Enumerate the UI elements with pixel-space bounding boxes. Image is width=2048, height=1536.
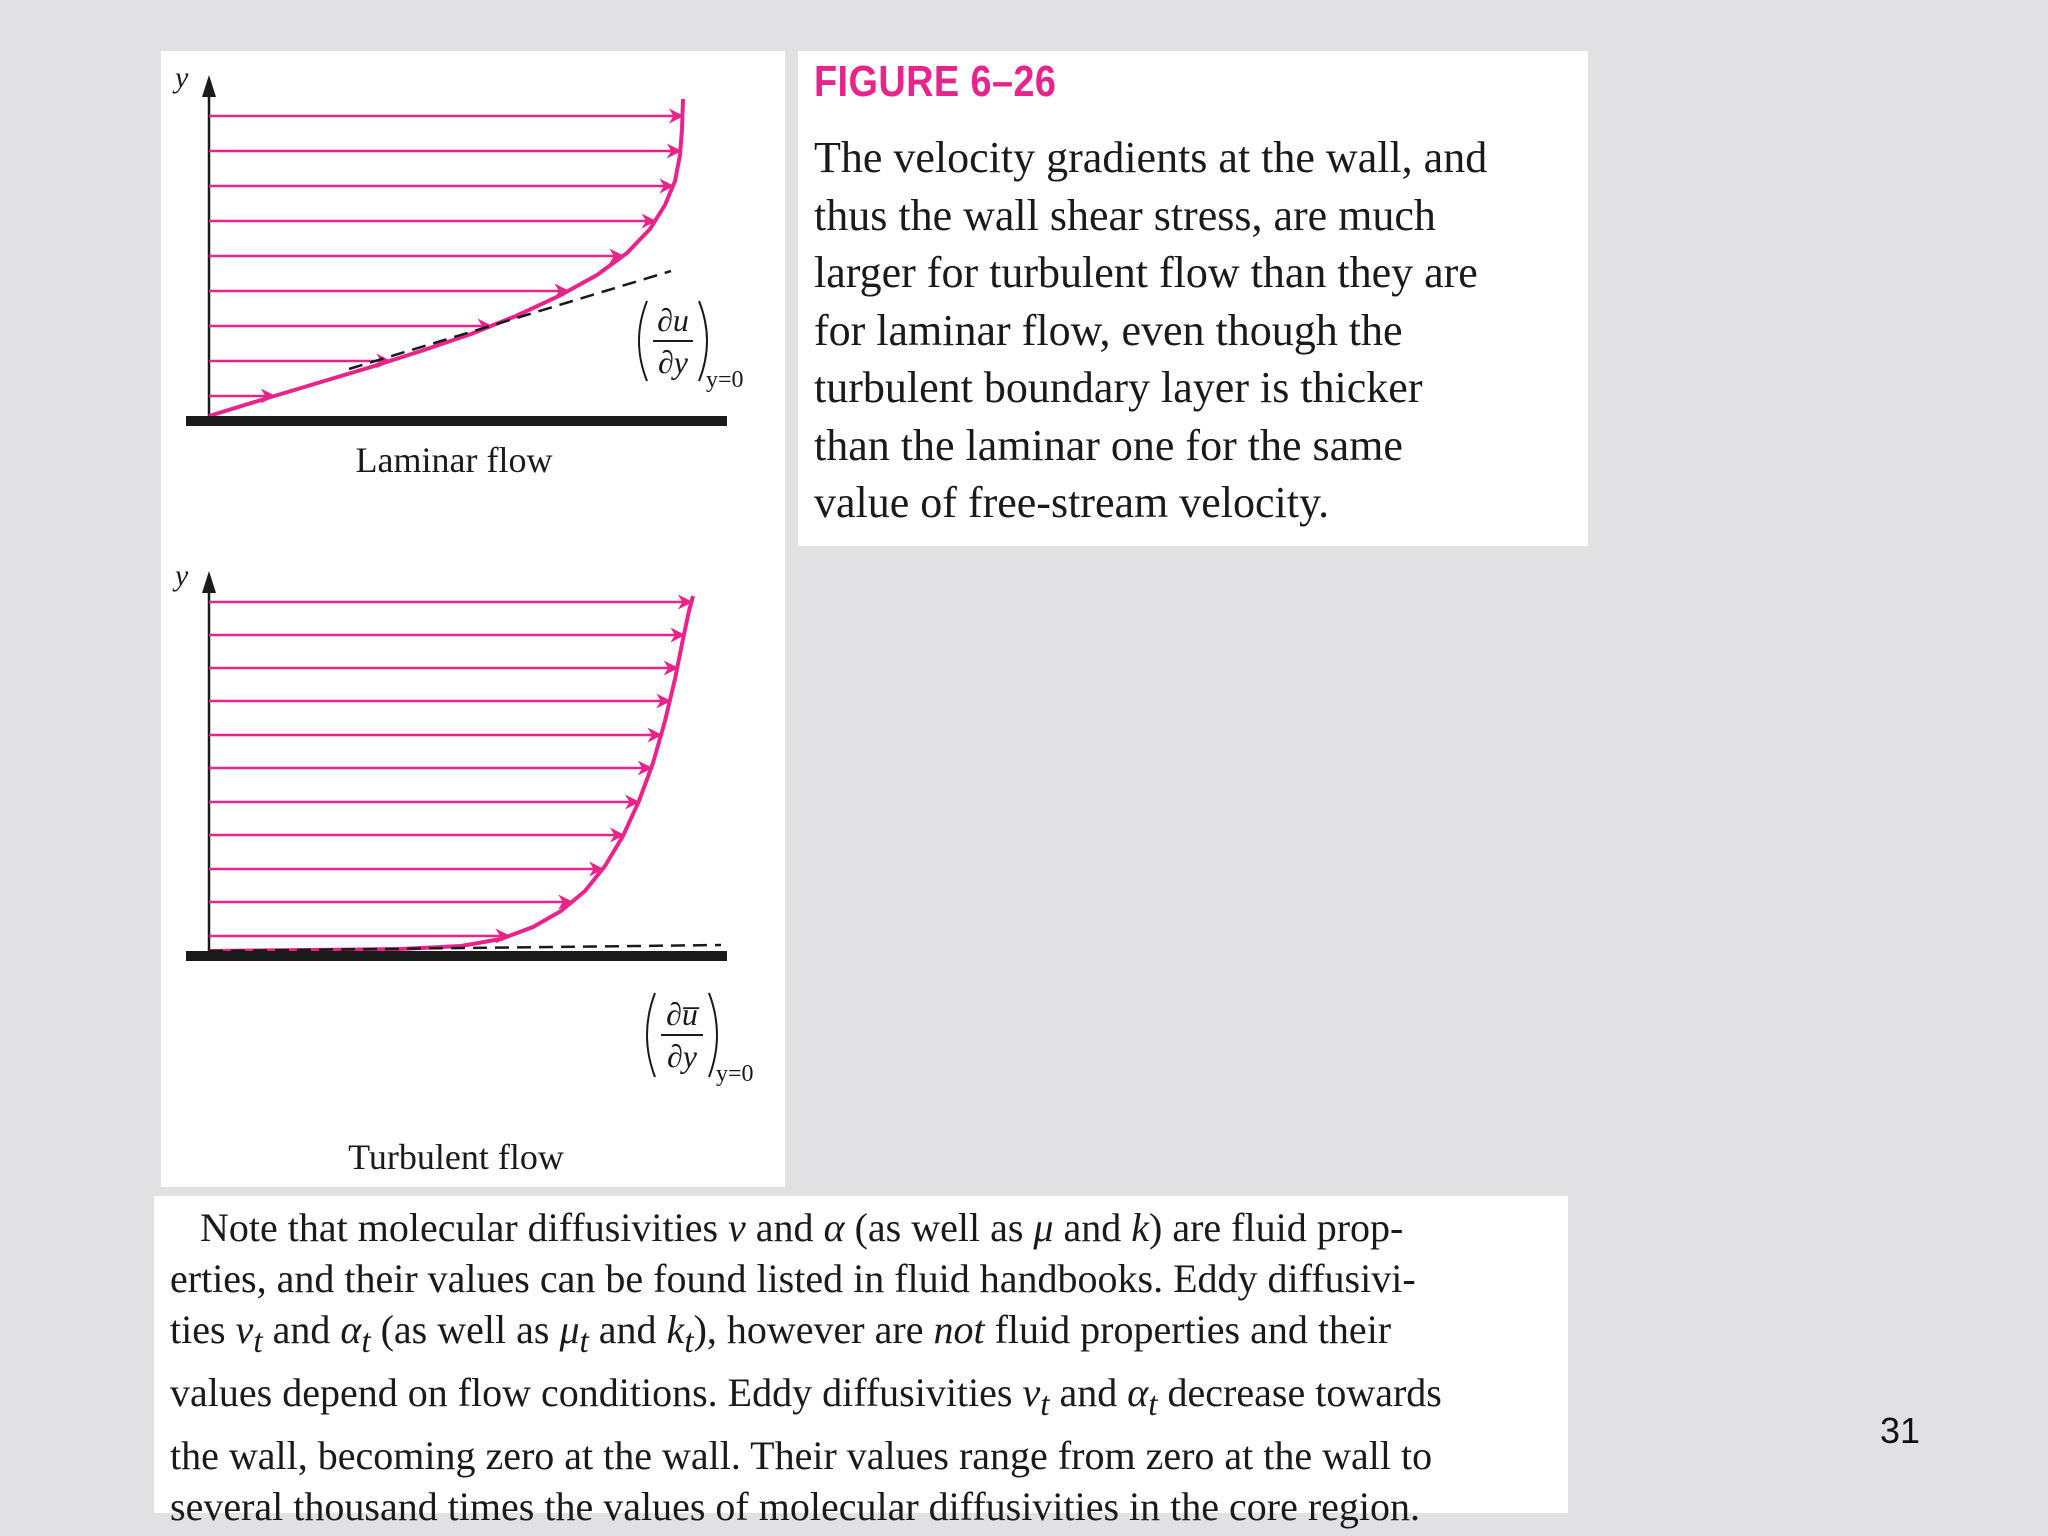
note-line: Note that molecular diffusivities ν and α (as well as μ and k) are fluid prop- <box>200 1205 1404 1250</box>
caption-line: than the laminar one for the same <box>814 420 1403 470</box>
note-line: ties $\nu_t$ and $\alpha_t$ (as well as $\mu_t$ and $k_t$), however are not fluid properties and their <box>170 1307 1392 1360</box>
turbulent-flow-caption: Turbulent flow <box>348 1137 564 1177</box>
note-line: erties, and their values can be found listed in fluid handbooks. Eddy diffusivi- <box>170 1256 1416 1301</box>
laminar-velocity-arrows <box>209 116 682 396</box>
laminar-y-axis-label: y <box>175 61 189 94</box>
note-panel <box>154 1196 1568 1529</box>
laminar-velocity-profile-curve <box>209 99 683 416</box>
laminar-gradient-numerator: ∂u <box>657 302 689 338</box>
turbulent-velocity-arrows <box>209 602 691 936</box>
note-line: values depend on flow conditions. Eddy diffusivities $\nu_t$ and $\alpha_t$ decrease towards <box>170 1370 1442 1423</box>
velocity-profile-figure <box>161 51 785 1187</box>
laminar-diagram <box>172 61 744 480</box>
figure-caption <box>814 129 1586 532</box>
laminar-y-axis-arrow-icon <box>202 75 216 97</box>
caption-panel <box>798 51 1588 546</box>
turbulent-diagram <box>172 559 754 1177</box>
laminar-flow-caption: Laminar flow <box>355 440 553 480</box>
page-number: 31 <box>1880 1410 1921 1451</box>
turbulent-wall <box>186 951 727 961</box>
caption-line: thus the wall shear stress, are much <box>814 190 1436 240</box>
note-paragraph <box>170 1202 1442 1532</box>
note-line: the wall, becoming zero at the wall. Their values range from zero at the wall to <box>170 1433 1433 1478</box>
caption-line: for laminar flow, even though the <box>814 305 1403 355</box>
figure-title: FIGURE 6–26 <box>814 57 1057 106</box>
caption-line: turbulent boundary layer is thicker <box>814 363 1423 412</box>
turbulent-gradient-denominator: ∂y <box>666 1038 698 1074</box>
laminar-gradient-subscript: y=0 <box>706 367 744 393</box>
turbulent-gradient-label <box>647 993 754 1087</box>
turbulent-gradient-subscript: y=0 <box>716 1061 754 1087</box>
laminar-wall <box>186 416 727 426</box>
caption-line: larger for turbulent flow than they are <box>814 248 1478 297</box>
turbulent-gradient-numerator: ∂u̅ <box>666 996 698 1032</box>
laminar-gradient-label <box>639 301 744 393</box>
note-line: several thousand times the values of molecular diffusivities in the core region. <box>170 1484 1421 1529</box>
turbulent-velocity-profile-curve <box>209 596 693 951</box>
turbulent-y-axis-arrow-icon <box>202 571 216 593</box>
turbulent-y-axis-label: y <box>175 559 189 592</box>
caption-line: The velocity gradients at the wall, and <box>814 133 1488 182</box>
figure-panel <box>161 51 785 1187</box>
laminar-gradient-denominator: ∂y <box>657 344 689 380</box>
caption-line: value of free-stream velocity. <box>814 478 1330 527</box>
